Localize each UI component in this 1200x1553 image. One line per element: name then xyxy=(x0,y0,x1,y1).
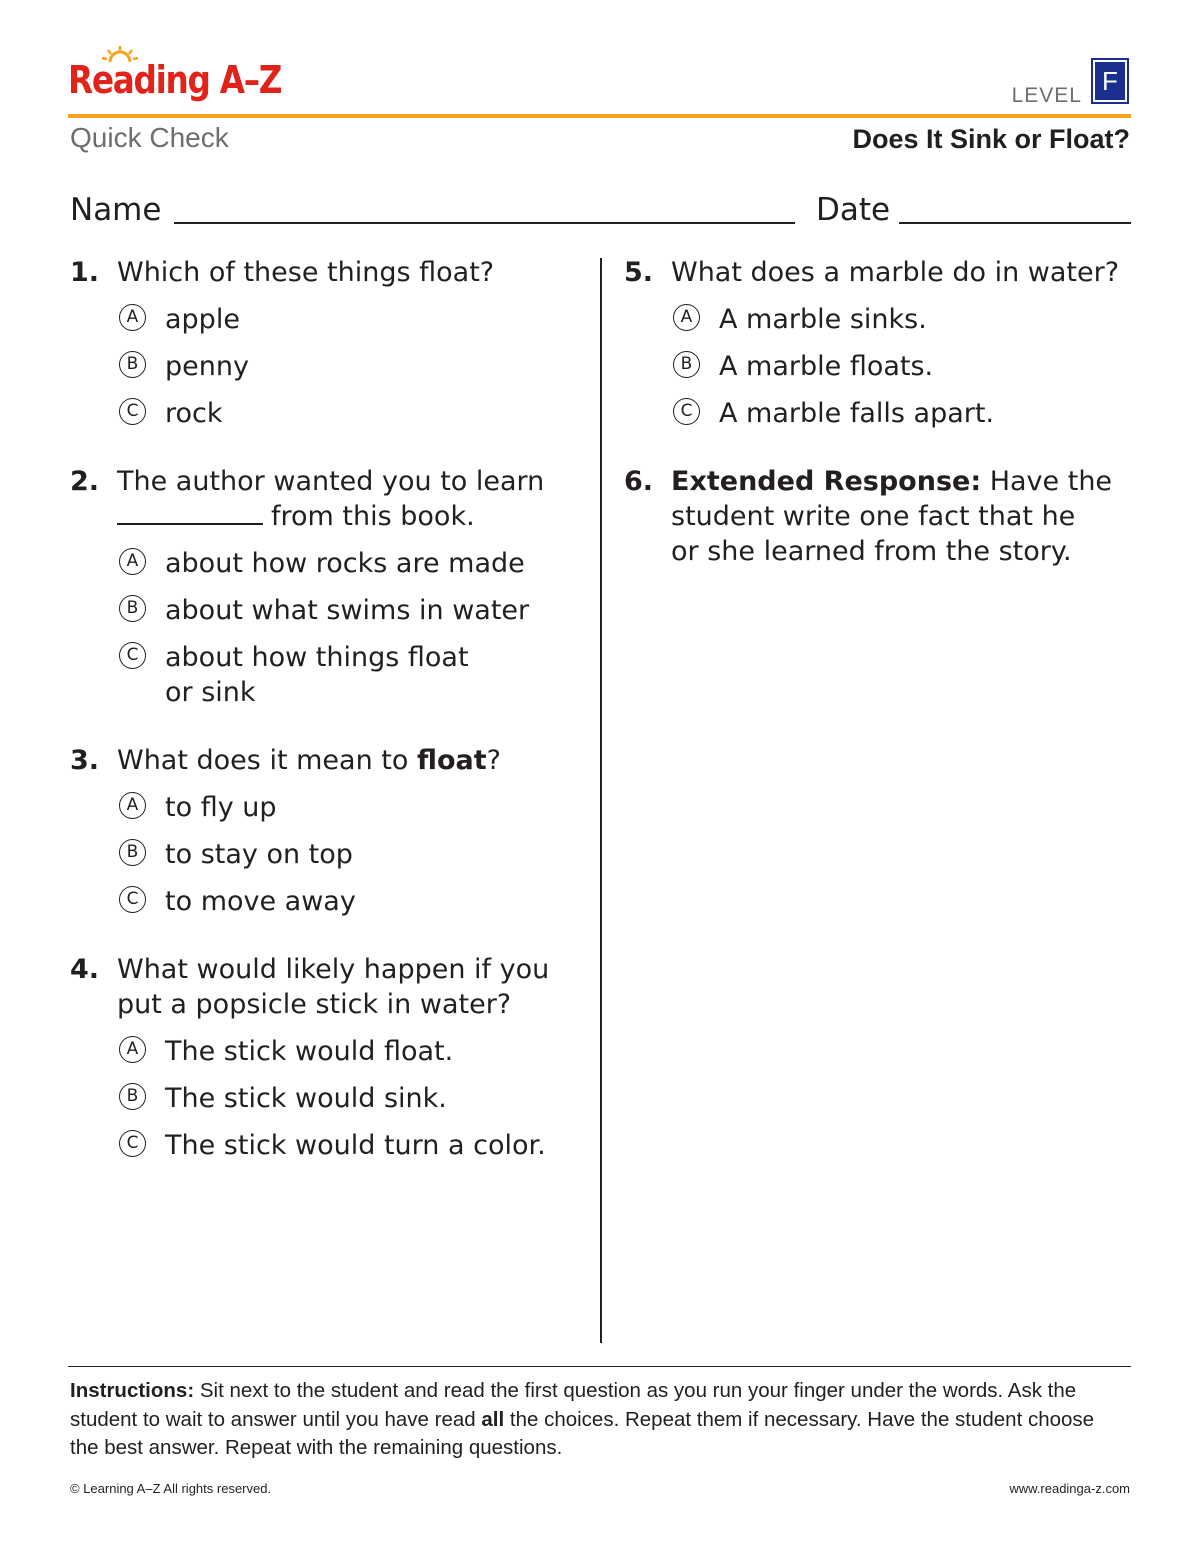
answer-choice[interactable]: B penny xyxy=(117,349,590,384)
answer-bubble-icon[interactable]: B xyxy=(119,351,146,378)
question-1 xyxy=(70,255,590,431)
answer-choice[interactable]: C to move away xyxy=(117,884,590,919)
answer-bubble-icon[interactable]: C xyxy=(119,398,146,425)
answer-bubble-icon[interactable]: A xyxy=(119,792,146,819)
answer-choice[interactable]: C rock xyxy=(117,396,590,431)
question-5 xyxy=(624,255,1134,431)
answer-bubble-icon[interactable]: B xyxy=(119,595,146,622)
left-column xyxy=(70,255,590,1196)
answer-choice[interactable]: A A marble sinks. xyxy=(671,302,1134,337)
reading-az-logo xyxy=(68,44,288,114)
question-number: 3. xyxy=(70,745,100,776)
answer-choice[interactable]: B to stay on top xyxy=(117,837,590,872)
answer-bubble-icon[interactable]: A xyxy=(119,1036,146,1063)
question-number: 1. xyxy=(70,257,100,288)
question-text: What does it mean to float? xyxy=(117,745,501,776)
question-text: The author wanted you to learn from this book. xyxy=(117,466,545,532)
question-6 xyxy=(624,464,1134,569)
answer-bubble-icon[interactable]: C xyxy=(119,642,146,669)
answer-choice[interactable]: C The stick would turn a color. xyxy=(117,1128,590,1163)
answer-choice[interactable]: A about how rocks are made xyxy=(117,546,590,581)
date-field[interactable] xyxy=(899,222,1131,224)
question-text: Extended Response: Have the student write one fact that he or she learned from the story. xyxy=(671,466,1113,567)
answer-choice[interactable]: A to fly up xyxy=(117,790,590,825)
answer-choice[interactable]: A The stick would float. xyxy=(117,1034,590,1069)
answer-choice[interactable]: C about how things float or sink xyxy=(117,640,590,710)
instructions: Instructions: Sit next to the student and read the first question as you run your finger under the words. Ask the student to wait to answer until you have read all the choices. Repeat them if necessary. Have the student choose the best answer. Repeat with the remaining questions. xyxy=(70,1379,1095,1459)
book-title: Does It Sink or Float? xyxy=(852,124,1130,154)
right-column xyxy=(624,255,1134,602)
answer-blank xyxy=(117,505,263,525)
question-text: What would likely happen if you put a popsicle stick in water? xyxy=(117,954,550,1020)
answer-bubble-icon[interactable]: A xyxy=(673,304,700,331)
answer-bubble-icon[interactable]: C xyxy=(673,398,700,425)
answer-choice[interactable]: C A marble falls apart. xyxy=(671,396,1134,431)
question-number: 6. xyxy=(624,466,654,497)
answer-bubble-icon[interactable]: C xyxy=(119,1130,146,1157)
level-label: LEVEL xyxy=(1011,84,1082,107)
footer-rule xyxy=(68,1366,1131,1367)
question-text: Which of these things float? xyxy=(117,257,495,288)
date-label: Date xyxy=(816,192,891,228)
answer-choice[interactable]: B about what swims in water xyxy=(117,593,590,628)
name-field[interactable] xyxy=(174,222,795,224)
header-rule xyxy=(68,114,1131,118)
question-text: What does a marble do in water? xyxy=(671,257,1120,288)
page-subtitle: Quick Check xyxy=(70,122,229,153)
question-number: 4. xyxy=(70,954,100,985)
answer-choice[interactable]: A apple xyxy=(117,302,590,337)
question-3 xyxy=(70,743,590,919)
answer-choice[interactable]: B A marble floats. xyxy=(671,349,1134,384)
website-link[interactable]: www.readinga-z.com xyxy=(1009,1481,1130,1496)
answer-bubble-icon[interactable]: B xyxy=(119,1083,146,1110)
answer-bubble-icon[interactable]: B xyxy=(119,839,146,866)
copyright: © Learning A–Z All rights reserved. xyxy=(70,1481,272,1496)
column-divider xyxy=(600,258,602,1343)
name-label: Name xyxy=(70,192,162,228)
question-number: 5. xyxy=(624,257,654,288)
question-2 xyxy=(70,464,590,710)
question-4 xyxy=(70,952,590,1163)
level-badge: F xyxy=(1093,60,1127,102)
answer-bubble-icon[interactable]: C xyxy=(119,886,146,913)
answer-bubble-icon[interactable]: B xyxy=(673,351,700,378)
brand-name: Reading A–Z xyxy=(68,58,282,102)
answer-bubble-icon[interactable]: A xyxy=(119,548,146,575)
answer-bubble-icon[interactable]: A xyxy=(119,304,146,331)
answer-choice[interactable]: B The stick would sink. xyxy=(117,1081,590,1116)
question-number: 2. xyxy=(70,466,100,497)
